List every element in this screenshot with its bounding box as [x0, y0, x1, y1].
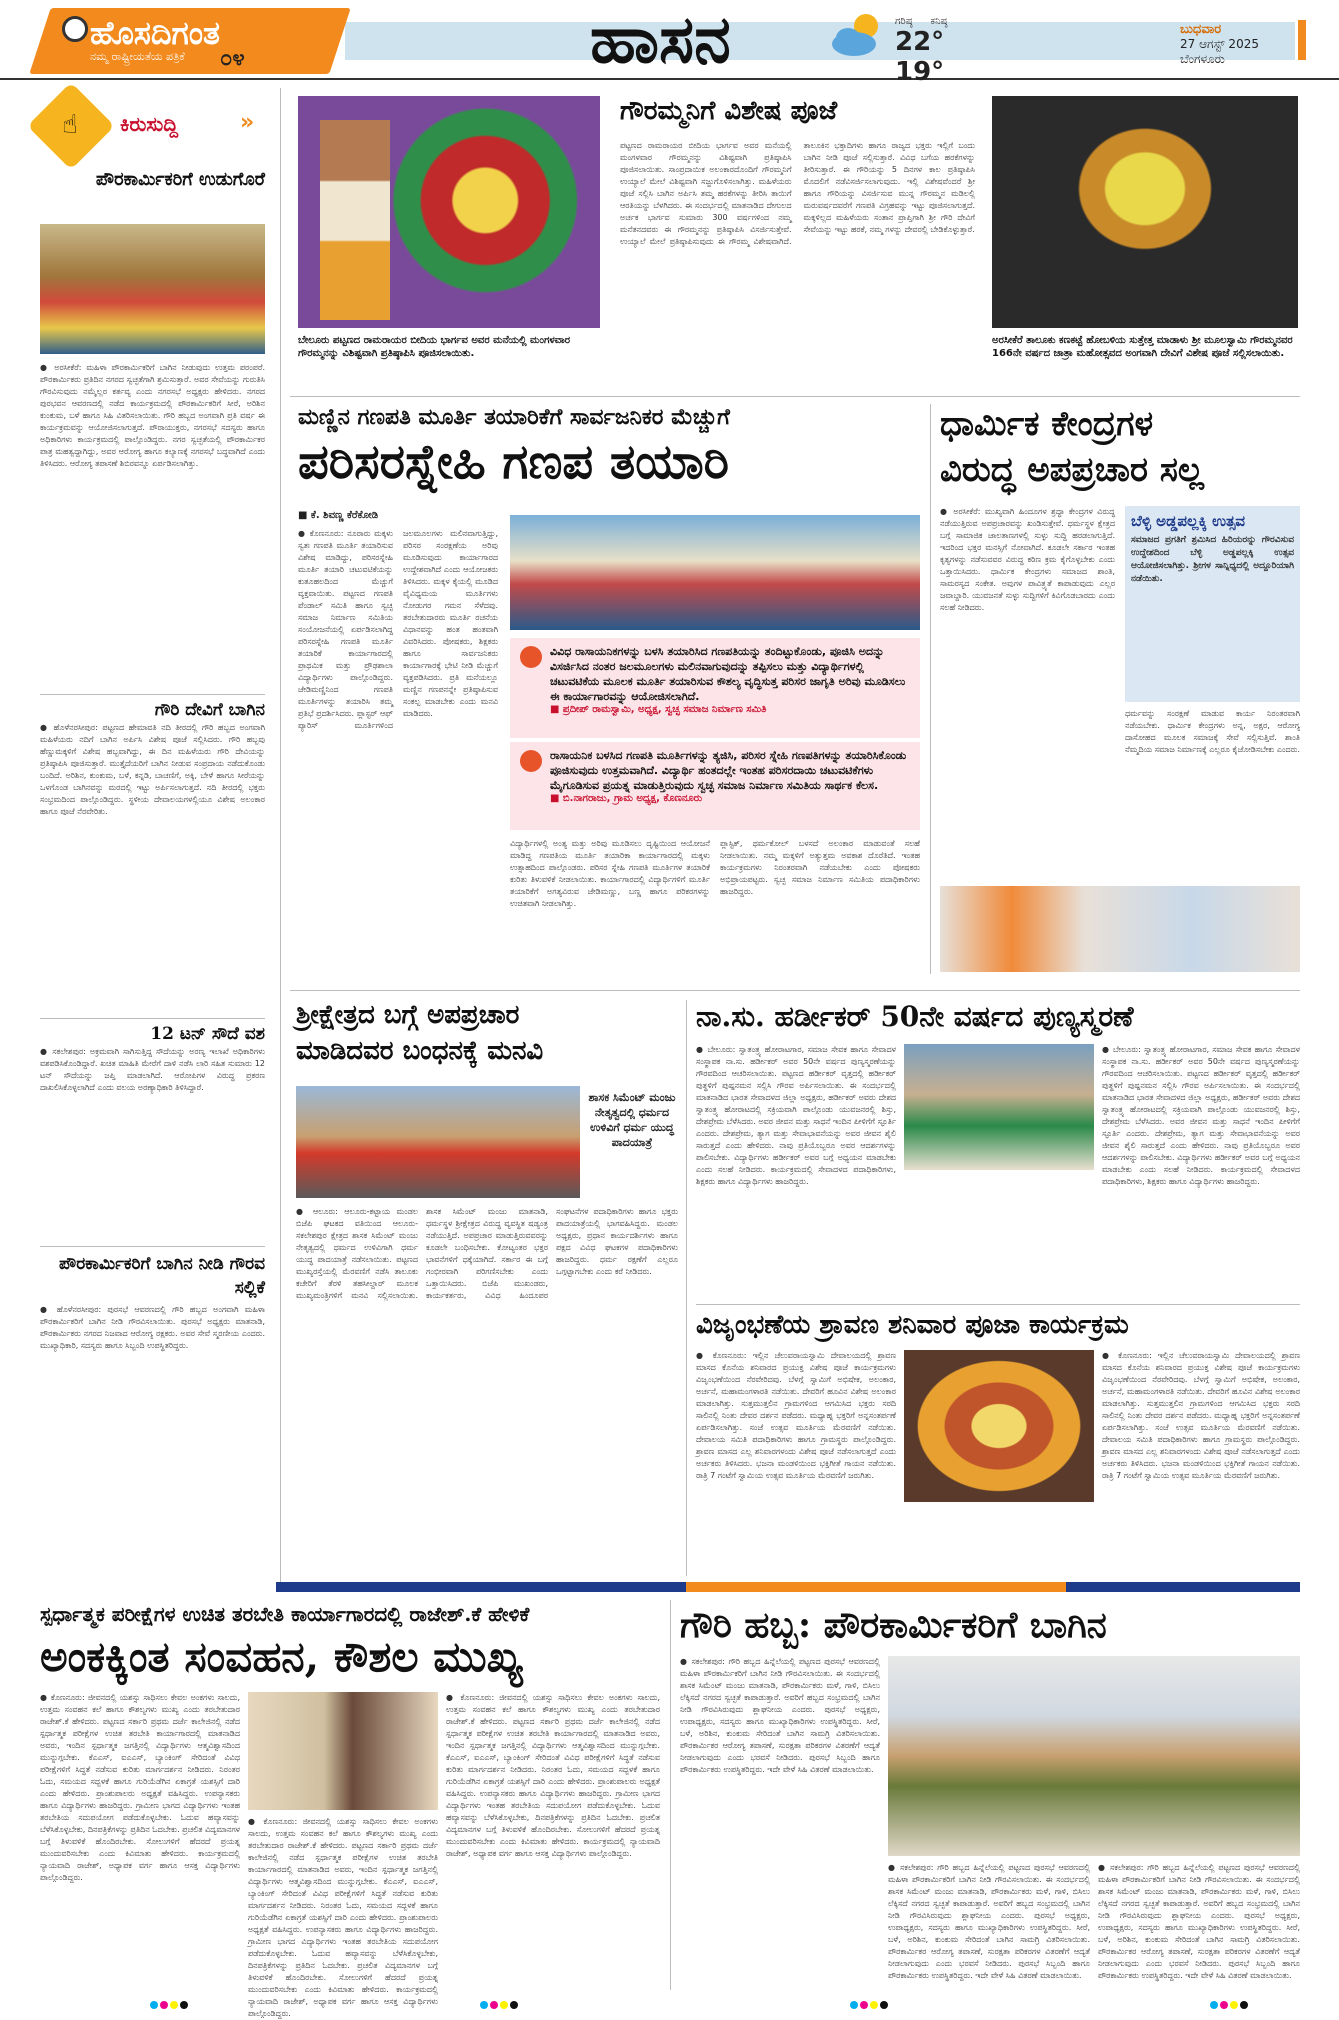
- dharmika-event-photo: [940, 886, 1300, 972]
- quote-icon: [520, 646, 542, 668]
- brand-tagline: ನಮ್ಮ ರಾಷ್ಟ್ರೀಯತೆಯ ಪತ್ರಿಕೆ: [90, 50, 185, 63]
- ganapa-kicker: ಮಣ್ಣಿನ ಗಣಪತಿ ಮೂರ್ತಿ ತಯಾರಿಕೆಗೆ ಸಾರ್ವಜನಿಕರ ಮೆಚ್ಚುಗೆ: [298, 404, 730, 430]
- divider: [40, 1246, 265, 1247]
- brief-3-headline: 12 ಟನ್ ಸೌದೆ ವಶ: [150, 1024, 265, 1044]
- weekday: ಬುಧವಾರ: [1180, 22, 1222, 37]
- adda-pallakki-text: ಸಮಾಜದ ಪ್ರಗತಿಗೆ ಶ್ರಮಿಸಿದ ಹಿರಿಯರನ್ನು ಗೌರವಿಸುವ ಉದ್ದೇಶದಿಂದ ಬೆಳ್ಳಿ ಅಡ್ಡಪಲ್ಲಕ್ಕಿ ಉತ್ಸವ ಆಯೋಜಿಸಲಾಗಿತ್ತು. ಶ್ರೀಗಳ ಸಾನ್ನಿಧ್ಯದಲ್ಲಿ ಅದ್ದೂರಿಯಾಗಿ ನಡೆಯಿತು.: [1131, 535, 1294, 584]
- rajesh-body-cont-1: ● ಕೊಣನೂರು: ಜೀವನದಲ್ಲಿ ಯಶಸ್ಸು ಸಾಧಿಸಲು ಕೇವಲ ಅಂಕಗಳು ಸಾಲದು, ಉತ್ತಮ ಸಂವಹನ ಕಲೆ ಹಾಗೂ ಕೌಶಲ್ಯಗಳು ಮುಖ್ಯ ಎಂದು ತರಬೇತುದಾರ ರಾಜೇಶ್.ಕೆ ಹೇಳಿದರು. ಪಟ್ಟಣದ ಸರ್ಕಾರಿ ಪ್ರಥಮ ದರ್ಜೆ ಕಾಲೇಜಿನಲ್ಲಿ ನಡೆದ ಸ್ಪರ್ಧಾತ್ಮಕ ಪರೀಕ್ಷೆಗಳ ಉಚಿತ ತರಬೇತಿ ಕಾರ್ಯಾಗಾರದಲ್ಲಿ ಮಾತನಾಡಿದ ಅವರು, ಇಂದಿನ ಸ್ಪರ್ಧಾತ್ಮಕ ಜಗತ್ತಿನಲ್ಲಿ ವಿದ್ಯಾರ್ಥಿಗಳು ಆತ್ಮವಿಶ್ವಾಸದಿಂದ ಮುನ್ನುಗ್ಗಬೇಕು. ಕೆಎಎಸ್, ಐಎಎಸ್, ಬ್ಯಾಂಕಿಂಗ್ ಸೇರಿದಂತೆ ವಿವಿಧ ಪರೀಕ್ಷೆಗಳಿಗೆ ಸಿದ್ಧತೆ ನಡೆಸುವ ಕುರಿತು ಮಾರ್ಗದರ್ಶನ ನೀಡಿದರು. ನಿರಂತರ ಓದು, ಸಮಯದ ಸದ್ಬಳಕೆ ಹಾಗೂ ಗುರಿಯೆಡೆಗಿನ ಏಕಾಗ್ರತೆ ಯಶಸ್ಸಿಗೆ ದಾರಿ ಎಂದು ಹೇಳಿದರು. ಪ್ರಾಂಶುಪಾಲರು ಅಧ್ಯಕ್ಷತೆ ವಹಿಸಿದ್ದರು. ಉಪನ್ಯಾಸಕರು ಹಾಗೂ ವಿದ್ಯಾರ್ಥಿಗಳು ಹಾಜರಿದ್ದರು. ಗ್ರಾಮೀಣ ಭಾಗದ ವಿದ್ಯಾರ್ಥಿಗಳು ಇಂತಹ ತರಬೇತಿಯ ಸದುಪಯೋಗ ಪಡೆದುಕೊಳ್ಳಬೇಕು. ಓದುವ ಹವ್ಯಾಸವನ್ನು ಬೆಳೆಸಿಕೊಳ್ಳಬೇಕು, ದಿನಪತ್ರಿಕೆಗಳನ್ನು ಪ್ರತಿದಿನ ಓದಬೇಕು. ಪ್ರಚಲಿತ ವಿದ್ಯಮಾನಗಳ ಬಗ್ಗೆ ತಿಳುವಳಿಕೆ ಹೊಂದಿರಬೇಕು. ಸೋಲುಗಳಿಗೆ ಹೆದರದೆ ಪ್ರಯತ್ನ ಮುಂದುವರಿಸಬೇಕು ಎಂದು ಕಿವಿಮಾತು ಹೇಳಿದರು. ಕಾರ್ಯಕ್ರಮದಲ್ಲಿ ನ್ಯಾಯವಾದಿ ರಾಜೇಶ್, ಅಧ್ಯಾಪಕ ವರ್ಗ ಹಾಗೂ ಆಸಕ್ತ ವಿದ್ಯಾರ್ಥಿಗಳು ಪಾಲ್ಗೊಂಡಿದ್ದರು.: [248, 1817, 438, 2018]
- arsikere-deity-photo: [992, 96, 1298, 328]
- ganapa-quote-2-name: ■ ಬಿ.ನಾಗರಾಜು, ಗ್ರಾಮ ಅಧ್ಯಕ್ಷ, ಕೊಣನೂರು: [550, 793, 703, 804]
- quote-icon: [520, 750, 542, 772]
- temperature-block: [895, 16, 1005, 87]
- brief-1-photo: [40, 224, 265, 354]
- dharmika-col-1: ● ಅರಸೀಕೆರೆ: ಮುಖ್ಯವಾಗಿ ಹಿಂದೂಗಳ ಶ್ರದ್ಧಾ ಕೇಂದ್ರಗಳ ವಿರುದ್ಧ ನಡೆಯುತ್ತಿರುವ ಅಪಪ್ರಚಾರವನ್ನು ಖಂಡಿಸುತ್ತೇವೆ. ಧರ್ಮಸ್ಥಳ ಕ್ಷೇತ್ರದ ಬಗ್ಗೆ ಸಾಮಾಜಿಕ ಜಾಲತಾಣಗಳಲ್ಲಿ ಸುಳ್ಳು ಸುದ್ದಿ ಹರಡಲಾಗುತ್ತಿದೆ. ಇದರಿಂದ ಭಕ್ತರ ಮನಸ್ಸಿಗೆ ನೋವಾಗಿದೆ. ಕೂಡಲೇ ಸರ್ಕಾರ ಇಂತಹ ಕೃತ್ಯಗಳನ್ನು ನಡೆಸುವವರ ವಿರುದ್ಧ ಕಠಿಣ ಕ್ರಮ ಕೈಗೊಳ್ಳಬೇಕು ಎಂದು ಒತ್ತಾಯಿಸಿದರು. ಧಾರ್ಮಿಕ ಕೇಂದ್ರಗಳು ಸಮಾಜದ ಶಾಂತಿ, ಸಾಮರಸ್ಯದ ಸಂಕೇತ. ಅವುಗಳ ಪಾವಿತ್ರ್ಯತೆ ಕಾಪಾಡುವುದು ಎಲ್ಲರ ಜವಾಬ್ದಾರಿ. ಯುವಜನತೆ ಸುಳ್ಳು ಸುದ್ದಿಗಳಿಗೆ ಕಿವಿಗೊಡಬಾರದು ಎಂದು ಸಲಹೆ ನೀಡಿದರು.: [940, 507, 1115, 612]
- max-temp: 22°: [895, 27, 945, 57]
- city-title: ಹಾಸನ: [590, 0, 731, 78]
- adda-pallakki-box: [1125, 506, 1300, 702]
- column-rule: [930, 404, 931, 974]
- weather-cloud-sun-icon: [826, 8, 888, 60]
- logo-emblem-icon: [62, 16, 88, 42]
- ganapa-col-3: ಪ್ಲಾಸ್ಟಿಕ್, ಥರ್ಮಕೋಲ್ ಬಳಸದೆ ಅಲಂಕಾರ ಮಾಡುವಂತೆ ಸಲಹೆ ನೀಡಲಾಯಿತು. ನಮ್ಮ ಮಕ್ಕಳಿಗೆ ಅತ್ಯುತ್ತಮ ಅವಕಾಶ ದೊರೆತಿದೆ. ಇಂತಹ ಕಾರ್ಯಕ್ರಮಗಳು ನಿರಂತರವಾಗಿ ನಡೆಯಬೇಕು ಎಂದು ಪೋಷಕರು ಅಭಿಪ್ರಾಯಪಟ್ಟರು. ಸ್ವಚ್ಛ ಸಮಾಜ ನಿರ್ಮಾಣ ಸಮಿತಿಯ ಪದಾಧಿಕಾರಿಗಳು ಹಾಜರಿದ್ದರು.: [720, 839, 920, 896]
- section-bar: [276, 1582, 686, 1592]
- page-number: ೦೪: [220, 46, 245, 71]
- brief-2-text: ● ಹೊಳೆನರಸೀಪುರ: ಪಟ್ಟಣದ ಹೇಮಾವತಿ ನದಿ ತೀರದಲ್ಲಿ ಗೌರಿ ಹಬ್ಬದ ಅಂಗವಾಗಿ ಮಹಿಳೆಯರು ನದಿಗೆ ಬಾಗಿನ ಅರ್ಪಿಸಿ ವಿಶೇಷ ಪೂಜೆ ಸಲ್ಲಿಸಿದರು. ಗೌರಿ ಹಬ್ಬವು ಹೆಣ್ಣುಮಕ್ಕಳಿಗೆ ವಿಶೇಷ ಹಬ್ಬವಾಗಿದ್ದು, ಈ ದಿನ ಮಹಿಳೆಯರು ಗೌರಿ ದೇವಿಯನ್ನು ಪ್ರತಿಷ್ಠಾಪಿಸಿ ಪೂಜಿಸುತ್ತಾರೆ. ಮುತ್ತೈದೆಯರಿಗೆ ಬಾಗಿನ ನೀಡುವ ಸಂಪ್ರದಾಯ ನಡೆದುಕೊಂಡು ಬಂದಿದೆ. ಅರಿಶಿನ, ಕುಂಕುಮ, ಬಳೆ, ಕನ್ನಡಿ, ಬಾಚಣಿಗೆ, ಅಕ್ಕಿ, ಬೇಳೆ ಹಾಗೂ ಸೀರೆಯನ್ನು ಒಳಗೊಂಡ ಬಾಗಿನವನ್ನು ಮರದಲ್ಲಿ ಇಟ್ಟು ಅರ್ಪಿಸಲಾಗುತ್ತದೆ. ನದಿ ತೀರದಲ್ಲಿ ಭಕ್ತರು ಸಂಭ್ರಮದಿಂದ ಪಾಲ್ಗೊಂಡಿದ್ದರು. ಸ್ಥಳೀಯ ದೇವಾಲಯಗಳಲ್ಲಿಯೂ ವಿಶೇಷ ಅಲಂಕಾರ ಹಾಗೂ ಪೂಜೆ ನೆರವೇರಿತು.: [40, 723, 265, 816]
- hardikar-statue-photo: [904, 1044, 1094, 1170]
- shrikshetra-headline-1: ಶ್ರೀಕ್ಷೇತ್ರದ ಬಗ್ಗೆ ಅಪಪ್ರಚಾರ: [296, 1000, 520, 1030]
- arsikere-photo-caption: ಅರಸೀಕೆರೆ ತಾಲೂಕು ಕಣಕಟ್ಟೆ ಹೋಬಳಿಯ ಸುತ್ತೇತ್ತ ಮಾಡಾಳು ಶ್ರೀ ಮೂಲಸ್ವಾಮಿ ಗೌರಮ್ಮನವರ 166ನೇ ವರ್ಷದ ಜಾತ್ರಾ ಮಹೋತ್ಸವದ ಅಂಗವಾಗಿ ದೇವಿಗೆ ವಿಶೇಷ ಪೂಜೆ ಸಲ್ಲಿಸಲಾಯಿತು.: [992, 335, 1293, 359]
- dharmika-headline-1: ಧಾರ್ಮಿಕ ಕೇಂದ್ರಗಳ: [940, 404, 1154, 444]
- gauri-body: ● ಸಕಲೇಶಪುರ: ಗೌರಿ ಹಬ್ಬದ ಹಿನ್ನೆಲೆಯಲ್ಲಿ ಪಟ್ಟಣದ ಪುರಸಭೆ ಆವರಣದಲ್ಲಿ ಮಹಿಳಾ ಪೌರಕಾರ್ಮಿಕರಿಗೆ ಬಾಗಿನ ನೀಡಿ ಗೌರವಿಸಲಾಯಿತು. ಈ ಸಂದರ್ಭದಲ್ಲಿ ಶಾಸಕ ಸಿಮೆಂಟ್ ಮಂಜು ಮಾತನಾಡಿ, ಪೌರಕಾರ್ಮಿಕರು ಮಳೆ, ಗಾಳಿ, ಬಿಸಿಲು ಲೆಕ್ಕಿಸದೆ ನಗರದ ಸ್ವಚ್ಛತೆ ಕಾಪಾಡುತ್ತಾರೆ. ಅವರಿಗೆ ಹಬ್ಬದ ಸಂಭ್ರಮದಲ್ಲಿ ಬಾಗಿನ ನೀಡಿ ಗೌರವಿಸಿರುವುದು ಶ್ಲಾಘನೀಯ ಎಂದರು. ಪುರಸಭೆ ಅಧ್ಯಕ್ಷರು, ಉಪಾಧ್ಯಕ್ಷರು, ಸದಸ್ಯರು ಹಾಗೂ ಮುಖ್ಯಾಧಿಕಾರಿಗಳು ಉಪಸ್ಥಿತರಿದ್ದರು. ಸೀರೆ, ಬಳೆ, ಅರಿಶಿನ, ಕುಂಕುಮ ಸೇರಿದಂತೆ ಬಾಗಿನ ಸಾಮಗ್ರಿ ವಿತರಿಸಲಾಯಿತು. ಪೌರಕಾರ್ಮಿಕರ ಆರೋಗ್ಯ ತಪಾಸಣೆ, ಸುರಕ್ಷತಾ ಪರಿಕರಗಳ ವಿತರಣೆಗೆ ಆದ್ಯತೆ ನೀಡಲಾಗುವುದು ಎಂದು ಭರವಸೆ ನೀಡಿದರು. ಪುರಸಭೆ ಸಿಬ್ಬಂದಿ ಹಾಗೂ ಪೌರಕಾರ್ಮಿಕರು ಉಪಸ್ಥಿತರಿದ್ದರು. ಇದೇ ವೇಳೆ ಸಿಹಿ ವಿತರಣೆ ಮಾಡಲಾಯಿತು.: [680, 1657, 880, 1774]
- brand-name: ಹೊಸದಿಗಂತ: [90, 14, 220, 52]
- brief-3-text: ● ಸಕಲೇಶಪುರ: ಅಕ್ರಮವಾಗಿ ಸಾಗಿಸುತ್ತಿದ್ದ ಸೌದೆಯನ್ನು ಅರಣ್ಯ ಇಲಾಖೆ ಅಧಿಕಾರಿಗಳು ವಶಪಡಿಸಿಕೊಂಡಿದ್ದಾರೆ. ಖಚಿತ ಮಾಹಿತಿ ಮೇರೆಗೆ ದಾಳಿ ನಡೆಸಿ ಲಾರಿ ಸಹಿತ ಸುಮಾರು 12 ಟನ್ ಸೌದೆಯನ್ನು ಜಪ್ತಿ ಮಾಡಲಾಗಿದೆ. ಆರೋಪಿಗಳ ವಿರುದ್ಧ ಪ್ರಕರಣ ದಾಖಲಿಸಿಕೊಳ್ಳಲಾಗಿದೆ ಎಂದು ವಲಯ ಅರಣ್ಯಾಧಿಕಾರಿ ತಿಳಿಸಿದ್ದಾರೆ.: [40, 1047, 265, 1092]
- adda-pallakki-title: ಬೆಳ್ಳಿ ಅಡ್ಡಪಲ್ಲಕ್ಕಿ ಉತ್ಸವ: [1131, 512, 1246, 530]
- masthead-accent: [1298, 20, 1306, 60]
- edition: ಬೆಂಗಳೂರು: [1180, 52, 1225, 66]
- priest-figure: [320, 120, 390, 320]
- rajesh-headline: ಅಂಕಕ್ಕಿಂತ ಸಂವಹನ, ಕೌಶಲ ಮುಖ್ಯ: [40, 1632, 523, 1681]
- masthead: [0, 0, 1339, 87]
- gauri-group-photo: [888, 1656, 1300, 1856]
- ganapa-quote-1-text: ವಿವಿಧ ರಾಸಾಯನಿಕಗಳನ್ನು ಬಳಸಿ ತಯಾರಿಸಿದ ಗಣಪತಿಯನ್ನು ತಂದಿಟ್ಟುಕೊಂಡು, ಪೂಜಿಸಿ ಅದನ್ನು ವಿಸರ್ಜಿಸಿದ ನಂತರ ಜಲಮೂಲಗಳು ಮಲಿನವಾಗುವುದನ್ನು ತಪ್ಪಿಸಲು ಮತ್ತು ವಿದ್ಯಾರ್ಥಿಗಳಲ್ಲಿ ಚಟುವಟಿಕೆಯ ಮೂಲಕ ಮೂರ್ತಿ ತಯಾರಿಸುವ ಕೌಶಲ್ಯ ವೃದ್ಧಿಸುತ್ತ ಪರಿಸರ ಜಾಗೃತಿ ಅರಿವು ಮೂಡಿಸಲು ಈ ಕಾರ್ಯಾಗಾರವನ್ನು ಆಯೋಜಿಸಲಾಗಿದೆ.: [550, 645, 906, 703]
- rajesh-speaker-photo: [248, 1692, 438, 1810]
- registration-marks: [850, 1994, 890, 2013]
- section-bar: [686, 1582, 1066, 1592]
- column-rule: [670, 1600, 671, 1990]
- shrikshetra-body: ● ಆಲೂರು: ಆಲೂರು-ಕಟ್ಟಾಯ ಮಂಡಲ ಬಿಜೆಪಿ ಘಟಕದ ವತಿಯಿಂದ ಆಲೂರು-ಸಕಲೇಶಪುರ ಕ್ಷೇತ್ರದ ಶಾಸಕ ಸಿಮೆಂಟ್ ಮಂಜು ನೇತೃತ್ವದಲ್ಲಿ ಧರ್ಮದ ಉಳಿವಿಗಾಗಿ ಧರ್ಮ ಯುದ್ಧ ಪಾದಯಾತ್ರೆ ನಡೆಸಲಾಯಿತು. ಪಟ್ಟಣದ ಮುಖ್ಯರಸ್ತೆಯಲ್ಲಿ ಮೆರವಣಿಗೆ ನಡೆಸಿ ತಾಲೂಕು ಕಚೇರಿಗೆ ತೆರಳಿ ತಹಸೀಲ್ದಾರ್ ಮೂಲಕ ಮುಖ್ಯಮಂತ್ರಿಗಳಿಗೆ ಮನವಿ ಸಲ್ಲಿಸಲಾಯಿತು. ಶಾಸಕ ಸಿಮೆಂಟ್ ಮಂಜು ಮಾತನಾಡಿ, ಧರ್ಮಸ್ಥಳ ಶ್ರೀಕ್ಷೇತ್ರದ ವಿರುದ್ಧ ವ್ಯವಸ್ಥಿತ ಷಡ್ಯಂತ್ರ ನಡೆಯುತ್ತಿದೆ. ಅಪಪ್ರಚಾರ ಮಾಡುತ್ತಿರುವವರನ್ನು ಕೂಡಲೇ ಬಂಧಿಸಬೇಕು. ಕೋಟ್ಯಂತರ ಭಕ್ತರ ಭಾವನೆಗಳಿಗೆ ಧಕ್ಕೆಯಾಗಿದೆ. ಸರ್ಕಾರ ಈ ಬಗ್ಗೆ ಗಂಭೀರವಾಗಿ ಪರಿಗಣಿಸಬೇಕು ಎಂದು ಒತ್ತಾಯಿಸಿದರು. ಬಿಜೆಪಿ ಮುಖಂಡರು, ಕಾರ್ಯಕರ್ತರು, ವಿವಿಧ ಹಿಂದೂಪರ ಸಂಘಟನೆಗಳ ಪದಾಧಿಕಾರಿಗಳು ಹಾಗೂ ಭಕ್ತರು ಪಾದಯಾತ್ರೆಯಲ್ಲಿ ಭಾಗವಹಿಸಿದ್ದರು. ಮಂಡಲ ಅಧ್ಯಕ್ಷರು, ಪ್ರಧಾನ ಕಾರ್ಯದರ್ಶಿಗಳು ಹಾಗೂ ಪಕ್ಷದ ವಿವಿಧ ಘಟಕಗಳ ಪದಾಧಿಕಾರಿಗಳು ಹಾಜರಿದ್ದರು. ಧರ್ಮ ರಕ್ಷಣೆಗೆ ಎಲ್ಲರೂ ಒಗ್ಗಟ್ಟಾಗಬೇಕು ಎಂದು ಕರೆ ನೀಡಿದರು.: [296, 1207, 678, 1300]
- gauri-body-cont-2: ● ಸಕಲೇಶಪುರ: ಗೌರಿ ಹಬ್ಬದ ಹಿನ್ನೆಲೆಯಲ್ಲಿ ಪಟ್ಟಣದ ಪುರಸಭೆ ಆವರಣದಲ್ಲಿ ಮಹಿಳಾ ಪೌರಕಾರ್ಮಿಕರಿಗೆ ಬಾಗಿನ ನೀಡಿ ಗೌರವಿಸಲಾಯಿತು. ಈ ಸಂದರ್ಭದಲ್ಲಿ ಶಾಸಕ ಸಿಮೆಂಟ್ ಮಂಜು ಮಾತನಾಡಿ, ಪೌರಕಾರ್ಮಿಕರು ಮಳೆ, ಗಾಳಿ, ಬಿಸಿಲು ಲೆಕ್ಕಿಸದೆ ನಗರದ ಸ್ವಚ್ಛತೆ ಕಾಪಾಡುತ್ತಾರೆ. ಅವರಿಗೆ ಹಬ್ಬದ ಸಂಭ್ರಮದಲ್ಲಿ ಬಾಗಿನ ನೀಡಿ ಗೌರವಿಸಿರುವುದು ಶ್ಲಾಘನೀಯ ಎಂದರು. ಪುರಸಭೆ ಅಧ್ಯಕ್ಷರು, ಉಪಾಧ್ಯಕ್ಷರು, ಸದಸ್ಯರು ಹಾಗೂ ಮುಖ್ಯಾಧಿಕಾರಿಗಳು ಉಪಸ್ಥಿತರಿದ್ದರು. ಸೀರೆ, ಬಳೆ, ಅರಿಶಿನ, ಕುಂಕುಮ ಸೇರಿದಂತೆ ಬಾಗಿನ ಸಾಮಗ್ರಿ ವಿತರಿಸಲಾಯಿತು. ಪೌರಕಾರ್ಮಿಕರ ಆರೋಗ್ಯ ತಪಾಸಣೆ, ಸುರಕ್ಷತಾ ಪರಿಕರಗಳ ವಿತರಣೆಗೆ ಆದ್ಯತೆ ನೀಡಲಾಗುವುದು ಎಂದು ಭರವಸೆ ನೀಡಿದರು. ಪುರಸಭೆ ಸಿಬ್ಬಂದಿ ಹಾಗೂ ಪೌರಕಾರ್ಮಿಕರು ಉಪಸ್ಥಿತರಿದ್ದರು. ಇದೇ ವೇಳೆ ಸಿಹಿ ವಿತರಣೆ ಮಾಡಲಾಯಿತು.: [1098, 1863, 1300, 1980]
- hardikar-headline: ನಾ.ಸು. ಹರ್ಡೀಕರ್ 50ನೇ ವರ್ಷದ ಪುಣ್ಯಸ್ಮರಣೆ: [696, 1000, 1134, 1033]
- ganapa-headline: ಪರಿಸರಸ್ನೇಹಿ ಗಣಪ ತಯಾರಿ: [298, 434, 730, 490]
- masthead-band: [345, 22, 1295, 60]
- dharmika-col-2: ಧರ್ಮವನ್ನು ಸಂರಕ್ಷಣೆ ಮಾಡುವ ಕಾರ್ಯ ನಿರಂತರವಾಗಿ ನಡೆಯಬೇಕು. ಧಾರ್ಮಿಕ ಕೇಂದ್ರಗಳು ಅನ್ನ, ಅಕ್ಷರ, ಆರೋಗ್ಯ ದಾಸೋಹದ ಮೂಲಕ ಸಮಾಜಕ್ಕೆ ಸೇವೆ ಸಲ್ಲಿಸುತ್ತಿವೆ. ಶಾಂತಿ ನೆಮ್ಮದಿಯ ಸಮಾಜ ನಿರ್ಮಾಣಕ್ಕೆ ಎಲ್ಲರೂ ಕೈಜೋಡಿಸಬೇಕು ಎಂದರು.: [1125, 709, 1301, 754]
- column-rule: [280, 88, 281, 1583]
- brief-4-headline: ಪೌರಕಾರ್ಮಿಕರಿಗೆ ಬಾಗಿನ ನೀಡಿ ಗೌರವ ಸಲ್ಲಿಕೆ: [58, 1254, 265, 1298]
- divider: [696, 1304, 1300, 1305]
- shrikshetra-headline-2: ಮಾಡಿದವರ ಬಂಧನಕ್ಕೆ ಮನವಿ: [296, 1036, 544, 1066]
- divider: [40, 694, 265, 695]
- ganapa-quote-2-text: ರಾಸಾಯನಿಕ ಬಳಸಿದ ಗಣಪತಿ ಮೂರ್ತಿಗಳನ್ನು ತ್ಯಜಿಸಿ, ಪರಿಸರ ಸ್ನೇಹಿ ಗಣಪತಿಗಳನ್ನು ತಯಾರಿಸಿಕೊಂಡು ಪೂಜಿಸುವುದು ಉತ್ತಮವಾಗಿದೆ. ವಿದ್ಯಾರ್ಥಿ ಹಂತದಲ್ಲೇ ಇಂತಹ ಪರಿಸರದಾಯಿ ಚಟುವಟಿಕೆಗಳು ಮೈಗೂಡಿಸುವ ಪ್ರಯತ್ನ ಮಾಡುತ್ತಿರುವುದು ಸ್ವಚ್ಛ ಸಮಾಜ ನಿರ್ಮಾಣ ಸಮಿತಿಯ ಸಾರ್ಥಕ ಕೆಲಸ.: [550, 749, 907, 792]
- divider: [290, 990, 1300, 991]
- shravana-deity-photo: [904, 1350, 1094, 1502]
- max-label: ಗರಿಷ್ಠ: [895, 16, 913, 27]
- issue-date: 27 ಆಗಸ್ಟ್ 2025: [1180, 37, 1259, 51]
- hand-icon: ☝: [62, 110, 78, 140]
- brief-4-text: ● ಹೊಳೆನರಸೀಪುರ: ಪುರಸಭೆ ಆವರಣದಲ್ಲಿ ಗೌರಿ ಹಬ್ಬದ ಅಂಗವಾಗಿ ಮಹಿಳಾ ಪೌರಕಾರ್ಮಿಕರಿಗೆ ಬಾಗಿನ ನೀಡಿ ಗೌರವಿಸಲಾಯಿತು. ಪುರಸಭೆ ಅಧ್ಯಕ್ಷರು ಮಾತನಾಡಿ, ಪೌರಕಾರ್ಮಿಕರು ನಗರದ ನಿಜವಾದ ಆರೋಗ್ಯ ರಕ್ಷಕರು. ಅವರ ಸೇವೆ ಸ್ಮರಣೀಯ ಎಂದರು. ಮುಖ್ಯಾಧಿಕಾರಿ, ಸದಸ್ಯರು ಹಾಗೂ ಸಿಬ್ಬಂದಿ ಉಪಸ್ಥಿತರಿದ್ದರು.: [40, 1305, 265, 1350]
- ganapa-byline: ■ ಕೆ. ಶಿವಣ್ಣ ಕೆರೆಕೋಡಿ: [298, 510, 379, 521]
- shravana-body-cont: ● ಕೊಣನೂರು: ಇಲ್ಲಿನ ಚೆಲುವರಾಯಸ್ವಾಮಿ ದೇವಾಲಯದಲ್ಲಿ ಶ್ರಾವಣ ಮಾಸದ ಕೊನೆಯ ಶನಿವಾರದ ಪ್ರಯುಕ್ತ ವಿಶೇಷ ಪೂಜೆ ಕಾರ್ಯಕ್ರಮಗಳು ವಿಜೃಂಭಣೆಯಿಂದ ನೆರವೇರಿದವು. ಬೆಳಗ್ಗೆ ಸ್ವಾಮಿಗೆ ಅಭಿಷೇಕ, ಅಲಂಕಾರ, ಅರ್ಚನೆ, ಮಹಾಮಂಗಳಾರತಿ ನಡೆಯಿತು. ದೇವರಿಗೆ ಹೂವಿನ ವಿಶೇಷ ಅಲಂಕಾರ ಮಾಡಲಾಗಿತ್ತು. ಸುತ್ತಮುತ್ತಲಿನ ಗ್ರಾಮಗಳಿಂದ ಆಗಮಿಸಿದ ಭಕ್ತರು ಸರದಿ ಸಾಲಿನಲ್ಲಿ ನಿಂತು ದೇವರ ದರ್ಶನ ಪಡೆದರು. ಮಧ್ಯಾಹ್ನ ಭಕ್ತರಿಗೆ ಅನ್ನಸಂತರ್ಪಣೆ ಏರ್ಪಡಿಸಲಾಗಿತ್ತು. ಸಂಜೆ ಉತ್ಸವ ಮೂರ್ತಿಯ ಮೆರವಣಿಗೆ ನಡೆಯಿತು. ದೇವಾಲಯ ಸಮಿತಿ ಪದಾಧಿಕಾರಿಗಳು ಹಾಗೂ ಗ್ರಾಮಸ್ಥರು ಪಾಲ್ಗೊಂಡಿದ್ದರು. ಶ್ರಾವಣ ಮಾಸದ ಎಲ್ಲ ಶನಿವಾರಗಳಂದು ವಿಶೇಷ ಪೂಜೆ ನಡೆಸಲಾಗುತ್ತದೆ ಎಂದು ಅರ್ಚಕರು ತಿಳಿಸಿದರು. ಭಜನಾ ಮಂಡಳಿಯಿಂದ ಭಕ್ತಿಗೀತೆ ಗಾಯನ ನಡೆಯಿತು. ರಾತ್ರಿ 7 ಗಂಟೆಗೆ ಸ್ವಾಮಿಯ ಉತ್ಸವ ಮೂರ್ತಿಯ ಮೆರವಣಿಗೆ ಜರುಗಿತು.: [1102, 1351, 1300, 1480]
- min-temp: 19°: [895, 57, 945, 87]
- gauri-headline: ಗೌರಿ ಹಬ್ಬ: ಪೌರಕಾರ್ಮಿಕರಿಗೆ ಬಾಗಿನ: [680, 1604, 1107, 1646]
- rajesh-body-cont-2: ● ಕೊಣನೂರು: ಜೀವನದಲ್ಲಿ ಯಶಸ್ಸು ಸಾಧಿಸಲು ಕೇವಲ ಅಂಕಗಳು ಸಾಲದು, ಉತ್ತಮ ಸಂವಹನ ಕಲೆ ಹಾಗೂ ಕೌಶಲ್ಯಗಳು ಮುಖ್ಯ ಎಂದು ತರಬೇತುದಾರ ರಾಜೇಶ್.ಕೆ ಹೇಳಿದರು. ಪಟ್ಟಣದ ಸರ್ಕಾರಿ ಪ್ರಥಮ ದರ್ಜೆ ಕಾಲೇಜಿನಲ್ಲಿ ನಡೆದ ಸ್ಪರ್ಧಾತ್ಮಕ ಪರೀಕ್ಷೆಗಳ ಉಚಿತ ತರಬೇತಿ ಕಾರ್ಯಾಗಾರದಲ್ಲಿ ಮಾತನಾಡಿದ ಅವರು, ಇಂದಿನ ಸ್ಪರ್ಧಾತ್ಮಕ ಜಗತ್ತಿನಲ್ಲಿ ವಿದ್ಯಾರ್ಥಿಗಳು ಆತ್ಮವಿಶ್ವಾಸದಿಂದ ಮುನ್ನುಗ್ಗಬೇಕು. ಕೆಎಎಸ್, ಐಎಎಸ್, ಬ್ಯಾಂಕಿಂಗ್ ಸೇರಿದಂತೆ ವಿವಿಧ ಪರೀಕ್ಷೆಗಳಿಗೆ ಸಿದ್ಧತೆ ನಡೆಸುವ ಕುರಿತು ಮಾರ್ಗದರ್ಶನ ನೀಡಿದರು. ನಿರಂತರ ಓದು, ಸಮಯದ ಸದ್ಬಳಕೆ ಹಾಗೂ ಗುರಿಯೆಡೆಗಿನ ಏಕಾಗ್ರತೆ ಯಶಸ್ಸಿಗೆ ದಾರಿ ಎಂದು ಹೇಳಿದರು. ಪ್ರಾಂಶುಪಾಲರು ಅಧ್ಯಕ್ಷತೆ ವಹಿಸಿದ್ದರು. ಉಪನ್ಯಾಸಕರು ಹಾಗೂ ವಿದ್ಯಾರ್ಥಿಗಳು ಹಾಜರಿದ್ದರು. ಗ್ರಾಮೀಣ ಭಾಗದ ವಿದ್ಯಾರ್ಥಿಗಳು ಇಂತಹ ತರಬೇತಿಯ ಸದುಪಯೋಗ ಪಡೆದುಕೊಳ್ಳಬೇಕು. ಓದುವ ಹವ್ಯಾಸವನ್ನು ಬೆಳೆಸಿಕೊಳ್ಳಬೇಕು, ದಿನಪತ್ರಿಕೆಗಳನ್ನು ಪ್ರತಿದಿನ ಓದಬೇಕು. ಪ್ರಚಲಿತ ವಿದ್ಯಮಾನಗಳ ಬಗ್ಗೆ ತಿಳುವಳಿಕೆ ಹೊಂದಿರಬೇಕು. ಸೋಲುಗಳಿಗೆ ಹೆದರದೆ ಪ್ರಯತ್ನ ಮುಂದುವರಿಸಬೇಕು ಎಂದು ಕಿವಿಮಾತು ಹೇಳಿದರು. ಕಾರ್ಯಕ್ರಮದಲ್ಲಿ ನ್ಯಾಯವಾದಿ ರಾಜೇಶ್, ಅಧ್ಯಾಪಕ ವರ್ಗ ಹಾಗೂ ಆಸಕ್ತ ವಿದ್ಯಾರ್ಥಿಗಳು ಪಾಲ್ಗೊಂಡಿದ್ದರು.: [446, 1693, 660, 1858]
- ganapa-quote-1: [510, 638, 920, 738]
- min-label: ಕನಿಷ್ಠ: [930, 16, 948, 27]
- belur-headline: ಗೌರಮ್ಮನಿಗೆ ವಿಶೇಷ ಪೂಜೆ: [620, 96, 838, 126]
- brief-1-text: ● ಅರಸೀಕೆರೆ: ಮಹಿಳಾ ಪೌರಕಾರ್ಮಿಕರಿಗೆ ಬಾಗಿನ ನೀಡುವುದು ಉತ್ತಮ ಪರಂಪರೆ. ಪೌರಕಾರ್ಮಿಕರು ಪ್ರತಿದಿನ ನಗರದ ಸ್ವಚ್ಛತೆಗಾಗಿ ಶ್ರಮಿಸುತ್ತಾರೆ. ಅವರ ಸೇವೆಯನ್ನು ಗುರುತಿಸಿ ಗೌರವಿಸುವುದು ನಮ್ಮೆಲ್ಲರ ಕರ್ತವ್ಯ ಎಂದು ನಗರಸಭೆ ಅಧ್ಯಕ್ಷರು ಹೇಳಿದರು. ನಗರದ ಪುರಭವನ ಆವರಣದಲ್ಲಿ ನಡೆದ ಕಾರ್ಯಕ್ರಮದಲ್ಲಿ ಪೌರಕಾರ್ಮಿಕರಿಗೆ ಸೀರೆ, ಅರಿಶಿನ ಕುಂಕುಮ, ಬಳೆ ಹಾಗೂ ಸಿಹಿ ವಿತರಿಸಲಾಯಿತು. ಗೌರಿ ಹಬ್ಬದ ಅಂಗವಾಗಿ ಪ್ರತಿ ವರ್ಷ ಈ ಕಾರ್ಯಕ್ರಮವನ್ನು ಆಯೋಜಿಸಲಾಗುತ್ತದೆ. ಪೌರಾಯುಕ್ತರು, ನಗರಸಭೆ ಸದಸ್ಯರು ಹಾಗೂ ಅಧಿಕಾರಿಗಳು ಕಾರ್ಯಕ್ರಮದಲ್ಲಿ ಪಾಲ್ಗೊಂಡಿದ್ದರು. ನಗರ ಸ್ವಚ್ಛತೆಯಲ್ಲಿ ಪೌರಕಾರ್ಮಿಕರ ಪಾತ್ರ ಮಹತ್ವದ್ದಾಗಿದ್ದು, ಅವರ ಆರೋಗ್ಯ ಹಾಗೂ ಕಲ್ಯಾಣಕ್ಕೆ ನಗರಸಭೆ ಬದ್ಧವಾಗಿದೆ ಎಂದು ತಿಳಿಸಿದರು. ಆರೋಗ್ಯ ತಪಾಸಣೆ ಶಿಬಿರವನ್ನೂ ಏರ್ಪಡಿಸಲಾಗಿತ್ತು.: [40, 363, 265, 468]
- divider: [40, 1018, 265, 1019]
- brief-2-headline: ಗೌರಿ ದೇವಿಗೆ ಬಾಗಿನ: [154, 700, 265, 720]
- ganapa-quote-2: [510, 742, 920, 830]
- hardikar-body-cont: ● ಬೇಲೂರು: ಸ್ವಾತಂತ್ರ್ಯ ಹೋರಾಟಗಾರ, ಸಮಾಜ ಸೇವಕ ಹಾಗೂ ಸೇವಾದಳ ಸಂಸ್ಥಾಪಕ ನಾ.ಸು. ಹರ್ಡೀಕರ್ ಅವರ 50ನೇ ವರ್ಷದ ಪುಣ್ಯಸ್ಮರಣೆಯನ್ನು ಗೌರವದಿಂದ ಆಚರಿಸಲಾಯಿತು. ಪಟ್ಟಣದ ಹರ್ಡೀಕರ್ ವೃತ್ತದಲ್ಲಿ ಹರ್ಡೀಕರ್ ಪುತ್ಥಳಿಗೆ ಪುಷ್ಪನಮನ ಸಲ್ಲಿಸಿ ಗೌರವ ಅರ್ಪಿಸಲಾಯಿತು. ಈ ಸಂದರ್ಭದಲ್ಲಿ ಮಾತನಾಡಿದ ಭಾರತ ಸೇವಾದಳದ ಜಿಲ್ಲಾ ಅಧ್ಯಕ್ಷರು, ಹರ್ಡೀಕರ್ ಅವರು ದೇಶದ ಸ್ವಾತಂತ್ರ್ಯ ಹೋರಾಟದಲ್ಲಿ ಸಕ್ರಿಯವಾಗಿ ಪಾಲ್ಗೊಂಡು ಯುವಜನರಲ್ಲಿ ಶಿಸ್ತು, ದೇಶಪ್ರೇಮ ಬೆಳೆಸಿದರು. ಅವರ ಜೀವನ ಮತ್ತು ಸಾಧನೆ ಇಂದಿನ ಪೀಳಿಗೆಗೆ ಸ್ಫೂರ್ತಿ ಎಂದರು. ದೇಶಪ್ರೇಮ, ತ್ಯಾಗ ಮತ್ತು ಸೇವಾಭಾವನೆಯನ್ನು ಅವರ ಜೀವನ ಶೈಲಿ ಸಾರುತ್ತದೆ ಎಂದು ಹೇಳಿದರು. ನಾವು ಪ್ರತಿಯೊಬ್ಬರೂ ಅವರ ಆದರ್ಶಗಳನ್ನು ಪಾಲಿಸಬೇಕು. ವಿದ್ಯಾರ್ಥಿಗಳು ಹರ್ಡೀಕರ್ ಅವರ ಬಗ್ಗೆ ಅಧ್ಯಯನ ಮಾಡಬೇಕು ಎಂದು ಸಲಹೆ ನೀಡಿದರು. ಕಾರ್ಯಕ್ರಮದಲ್ಲಿ ಸೇವಾದಳದ ಪದಾಧಿಕಾರಿಗಳು, ಶಿಕ್ಷಕರು ಹಾಗೂ ವಿದ್ಯಾರ್ಥಿಗಳು ಹಾಜರಿದ್ದರು.: [1102, 1045, 1300, 1186]
- brief-1-headline: ಪೌರಕಾರ್ಮಿಕರಿಗೆ ಉಡುಗೊರೆ: [95, 169, 265, 190]
- padayatra-sidebox: ಶಾಸಕ ಸಿಮೆಂಟ್ ಮಂಜು ನೇತೃತ್ವದಲ್ಲಿ ಧರ್ಮದ ಉಳಿವಿಗೆ ಧರ್ಮ ಯುದ್ಧ ಪಾದಯಾತ್ರೆ: [588, 1091, 676, 1149]
- belur-photo-caption: ಬೇಲೂರು ಪಟ್ಟಣದ ರಾಮರಾಯರ ಬೀದಿಯ ಭಾರ್ಗವ ಅವರ ಮನೆಯಲ್ಲಿ ಮಂಗಳವಾರ ಗೌರಮ್ಮನನ್ನು ವಿಶಿಷ್ಟವಾಗಿ ಪ್ರತಿಷ್ಠಾಪಿಸಿ ಪೂಜಿಸಲಾಯಿತು.: [298, 335, 571, 359]
- padayatra-photo: [296, 1086, 580, 1198]
- section-bar: [1066, 1582, 1300, 1592]
- hardikar-body: ● ಬೇಲೂರು: ಸ್ವಾತಂತ್ರ್ಯ ಹೋರಾಟಗಾರ, ಸಮಾಜ ಸೇವಕ ಹಾಗೂ ಸೇವಾದಳ ಸಂಸ್ಥಾಪಕ ನಾ.ಸು. ಹರ್ಡೀಕರ್ ಅವರ 50ನೇ ವರ್ಷದ ಪುಣ್ಯಸ್ಮರಣೆಯನ್ನು ಗೌರವದಿಂದ ಆಚರಿಸಲಾಯಿತು. ಪಟ್ಟಣದ ಹರ್ಡೀಕರ್ ವೃತ್ತದಲ್ಲಿ ಹರ್ಡೀಕರ್ ಪುತ್ಥಳಿಗೆ ಪುಷ್ಪನಮನ ಸಲ್ಲಿಸಿ ಗೌರವ ಅರ್ಪಿಸಲಾಯಿತು. ಈ ಸಂದರ್ಭದಲ್ಲಿ ಮಾತನಾಡಿದ ಭಾರತ ಸೇವಾದಳದ ಜಿಲ್ಲಾ ಅಧ್ಯಕ್ಷರು, ಹರ್ಡೀಕರ್ ಅವರು ದೇಶದ ಸ್ವಾತಂತ್ರ್ಯ ಹೋರಾಟದಲ್ಲಿ ಸಕ್ರಿಯವಾಗಿ ಪಾಲ್ಗೊಂಡು ಯುವಜನರಲ್ಲಿ ಶಿಸ್ತು, ದೇಶಪ್ರೇಮ ಬೆಳೆಸಿದರು. ಅವರ ಜೀವನ ಮತ್ತು ಸಾಧನೆ ಇಂದಿನ ಪೀಳಿಗೆಗೆ ಸ್ಫೂರ್ತಿ ಎಂದರು. ದೇಶಪ್ರೇಮ, ತ್ಯಾಗ ಮತ್ತು ಸೇವಾಭಾವನೆಯನ್ನು ಅವರ ಜೀವನ ಶೈಲಿ ಸಾರುತ್ತದೆ ಎಂದು ಹೇಳಿದರು. ನಾವು ಪ್ರತಿಯೊಬ್ಬರೂ ಅವರ ಆದರ್ಶಗಳನ್ನು ಪಾಲಿಸಬೇಕು. ವಿದ್ಯಾರ್ಥಿಗಳು ಹರ್ಡೀಕರ್ ಅವರ ಬಗ್ಗೆ ಅಧ್ಯಯನ ಮಾಡಬೇಕು ಎಂದು ಸಲಹೆ ನೀಡಿದರು. ಕಾರ್ಯಕ್ರಮದಲ್ಲಿ ಸೇವಾದಳದ ಪದಾಧಿಕಾರಿಗಳು, ಶಿಕ್ಷಕರು ಹಾಗೂ ವಿದ್ಯಾರ್ಥಿಗಳು ಹಾಜರಿದ್ದರು.: [696, 1045, 896, 1186]
- shravana-headline: ವಿಜೃಂಭಣೆಯ ಶ್ರಾವಣ ಶನಿವಾರ ಪೂಜಾ ಕಾರ್ಯಕ್ರಮ: [696, 1310, 1129, 1340]
- chevron-right-icon: »: [240, 110, 255, 135]
- ganapa-quote-1-name: ■ ಪ್ರದೀಪ್ ರಾಮಸ್ವಾಮಿ, ಅಧ್ಯಕ್ಷ, ಸ್ವಚ್ಛ ಸಮಾಜ ನಿರ್ಮಾಣ ಸಮಿತಿ: [550, 704, 767, 715]
- ganapa-workshop-photo: [510, 515, 920, 630]
- dharmika-headline-2: ವಿರುದ್ಧ ಅಪಪ್ರಚಾರ ಸಲ್ಲ: [940, 450, 1204, 490]
- ganapa-col-2: ವಿದ್ಯಾರ್ಥಿಗಳಲ್ಲಿ ಅಂತ್ಯ ಮತ್ತು ಅರಿವು ಮೂಡಿಸಲು ದೃಷ್ಟಿಯಿಂದ ಆಯೋಜನೆ ಮಾಡಿದ್ದ ಗಣಪತಿಯ ಮೂರ್ತಿ ತಯಾರಿಕಾ ಕಾರ್ಯಾಗಾರದಲ್ಲಿ ಮಕ್ಕಳು ಉತ್ಸಾಹದಿಂದ ಪಾಲ್ಗೊಂಡರು. ಪರಿಸರ ಸ್ನೇಹಿ ಗಣಪತಿ ಮೂರ್ತಿಗಳ ತಯಾರಿಕೆ ಕುರಿತು ತಿಳುವಳಿಕೆ ನೀಡಲಾಯಿತು. ಕಾರ್ಯಾಗಾರದಲ್ಲಿ ವಿದ್ಯಾರ್ಥಿಗಳಿಗೆ ಮೂರ್ತಿ ತಯಾರಿಕೆಗೆ ಅಗತ್ಯವಿರುವ ಜೇಡಿಮಣ್ಣು, ಬಣ್ಣ ಹಾಗೂ ಪರಿಕರಗಳನ್ನು ಉಚಿತವಾಗಿ ನೀಡಲಾಗಿತ್ತು.: [510, 839, 710, 908]
- registration-marks: [150, 1994, 190, 2013]
- shravana-body: ● ಕೊಣನೂರು: ಇಲ್ಲಿನ ಚೆಲುವರಾಯಸ್ವಾಮಿ ದೇವಾಲಯದಲ್ಲಿ ಶ್ರಾವಣ ಮಾಸದ ಕೊನೆಯ ಶನಿವಾರದ ಪ್ರಯುಕ್ತ ವಿಶೇಷ ಪೂಜೆ ಕಾರ್ಯಕ್ರಮಗಳು ವಿಜೃಂಭಣೆಯಿಂದ ನೆರವೇರಿದವು. ಬೆಳಗ್ಗೆ ಸ್ವಾಮಿಗೆ ಅಭಿಷೇಕ, ಅಲಂಕಾರ, ಅರ್ಚನೆ, ಮಹಾಮಂಗಳಾರತಿ ನಡೆಯಿತು. ದೇವರಿಗೆ ಹೂವಿನ ವಿಶೇಷ ಅಲಂಕಾರ ಮಾಡಲಾಗಿತ್ತು. ಸುತ್ತಮುತ್ತಲಿನ ಗ್ರಾಮಗಳಿಂದ ಆಗಮಿಸಿದ ಭಕ್ತರು ಸರದಿ ಸಾಲಿನಲ್ಲಿ ನಿಂತು ದೇವರ ದರ್ಶನ ಪಡೆದರು. ಮಧ್ಯಾಹ್ನ ಭಕ್ತರಿಗೆ ಅನ್ನಸಂತರ್ಪಣೆ ಏರ್ಪಡಿಸಲಾಗಿತ್ತು. ಸಂಜೆ ಉತ್ಸವ ಮೂರ್ತಿಯ ಮೆರವಣಿಗೆ ನಡೆಯಿತು. ದೇವಾಲಯ ಸಮಿತಿ ಪದಾಧಿಕಾರಿಗಳು ಹಾಗೂ ಗ್ರಾಮಸ್ಥರು ಪಾಲ್ಗೊಂಡಿದ್ದರು. ಶ್ರಾವಣ ಮಾಸದ ಎಲ್ಲ ಶನಿವಾರಗಳಂದು ವಿಶೇಷ ಪೂಜೆ ನಡೆಸಲಾಗುತ್ತದೆ ಎಂದು ಅರ್ಚಕರು ತಿಳಿಸಿದರು. ಭಜನಾ ಮಂಡಳಿಯಿಂದ ಭಕ್ತಿಗೀತೆ ಗಾಯನ ನಡೆಯಿತು. ರಾತ್ರಿ 7 ಗಂಟೆಗೆ ಸ್ವಾಮಿಯ ಉತ್ಸವ ಮೂರ್ತಿಯ ಮೆರವಣಿಗೆ ಜರುಗಿತು.: [696, 1351, 896, 1480]
- ganapa-col-1: ● ಕೊಣನೂರು: ನೂರಾರು ಮಕ್ಕಳು ಸ್ವತಃ ಗಣಪತಿ ಮೂರ್ತಿ ತಯಾರಿಸುವ ವಿಶೇಷ ಮಾಡಿದ್ದು, ಪರಿಸರಸ್ನೇಹಿ ಮೂರ್ತಿ ತಯಾರಿ ಚಟುವಟಿಕೆಯನ್ನು ಕುತೂಹಲದಿಂದ ಮೆಚ್ಚುಗೆ ವ್ಯಕ್ತವಾಯಿತು. ಪಟ್ಟಣದ ಗಣಪತಿ ಪೆಂಡಾಲ್ ಸಮಿತಿ ಹಾಗೂ ಸ್ವಚ್ಛ ಸಮಾಜ ನಿರ್ಮಾಣ ಸಮಿತಿಯ ಸಂಯೋಜನೆಯಲ್ಲಿ ಏರ್ಪಡಿಸಲಾಗಿದ್ದ ಪರಿಸರಸ್ನೇಹಿ ಗಣಪತಿ ಮೂರ್ತಿ ತಯಾರಿಕೆ ಕಾರ್ಯಾಗಾರದಲ್ಲಿ ಪ್ರಾಥಮಿಕ ಮತ್ತು ಪ್ರೌಢಶಾಲಾ ವಿದ್ಯಾರ್ಥಿಗಳು ಪಾಲ್ಗೊಂಡಿದ್ದರು. ಜೇಡಿಮಣ್ಣಿನಿಂದ ಗಣಪತಿ ಮೂರ್ತಿಗಳನ್ನು ತಯಾರಿಸಿ ತಮ್ಮ ಪ್ರತಿಭೆ ಪ್ರದರ್ಶಿಸಿದರು. ಪ್ಲಾಸ್ಟರ್ ಆಫ್ ಪ್ಯಾರಿಸ್ ಮೂರ್ತಿಗಳಿಂದ ಜಲಮೂಲಗಳು ಮಲಿನವಾಗುತ್ತಿದ್ದು, ಪರಿಸರ ಸಂರಕ್ಷಣೆಯ ಅರಿವು ಮೂಡಿಸುವುದು ಕಾರ್ಯಾಗಾರದ ಉದ್ದೇಶವಾಗಿದೆ ಎಂದು ಆಯೋಜಕರು ತಿಳಿಸಿದರು. ಮಕ್ಕಳ ಕೈಯಲ್ಲಿ ಮೂಡಿದ ವೈವಿಧ್ಯಮಯ ಮೂರ್ತಿಗಳು ನೋಡುಗರ ಗಮನ ಸೆಳೆದವು. ತರಬೇತುದಾರರು ಮೂರ್ತಿ ರಚನೆಯ ವಿಧಾನವನ್ನು ಹಂತ ಹಂತವಾಗಿ ವಿವರಿಸಿದರು. ಪೋಷಕರು, ಶಿಕ್ಷಕರು ಹಾಗೂ ಸಾರ್ವಜನಿಕರು ಕಾರ್ಯಾಗಾರಕ್ಕೆ ಭೇಟಿ ನೀಡಿ ಮೆಚ್ಚುಗೆ ವ್ಯಕ್ತಪಡಿಸಿದರು. ಪ್ರತಿ ಮನೆಯಲ್ಲೂ ಮಣ್ಣಿನ ಗಣಪನನ್ನೇ ಪ್ರತಿಷ್ಠಾಪಿಸುವ ಸಂಕಲ್ಪ ಮಾಡಬೇಕು ಎಂದು ಮನವಿ ಮಾಡಿದರು.: [298, 529, 498, 730]
- column-rule: [686, 1000, 687, 1576]
- registration-marks: [1210, 1994, 1250, 2013]
- rajesh-body: ● ಕೊಣನೂರು: ಜೀವನದಲ್ಲಿ ಯಶಸ್ಸು ಸಾಧಿಸಲು ಕೇವಲ ಅಂಕಗಳು ಸಾಲದು, ಉತ್ತಮ ಸಂವಹನ ಕಲೆ ಹಾಗೂ ಕೌಶಲ್ಯಗಳು ಮುಖ್ಯ ಎಂದು ತರಬೇತುದಾರ ರಾಜೇಶ್.ಕೆ ಹೇಳಿದರು. ಪಟ್ಟಣದ ಸರ್ಕಾರಿ ಪ್ರಥಮ ದರ್ಜೆ ಕಾಲೇಜಿನಲ್ಲಿ ನಡೆದ ಸ್ಪರ್ಧಾತ್ಮಕ ಪರೀಕ್ಷೆಗಳ ಉಚಿತ ತರಬೇತಿ ಕಾರ್ಯಾಗಾರದಲ್ಲಿ ಮಾತನಾಡಿದ ಅವರು, ಇಂದಿನ ಸ್ಪರ್ಧಾತ್ಮಕ ಜಗತ್ತಿನಲ್ಲಿ ವಿದ್ಯಾರ್ಥಿಗಳು ಆತ್ಮವಿಶ್ವಾಸದಿಂದ ಮುನ್ನುಗ್ಗಬೇಕು. ಕೆಎಎಸ್, ಐಎಎಸ್, ಬ್ಯಾಂಕಿಂಗ್ ಸೇರಿದಂತೆ ವಿವಿಧ ಪರೀಕ್ಷೆಗಳಿಗೆ ಸಿದ್ಧತೆ ನಡೆಸುವ ಕುರಿತು ಮಾರ್ಗದರ್ಶನ ನೀಡಿದರು. ನಿರಂತರ ಓದು, ಸಮಯದ ಸದ್ಬಳಕೆ ಹಾಗೂ ಗುರಿಯೆಡೆಗಿನ ಏಕಾಗ್ರತೆ ಯಶಸ್ಸಿಗೆ ದಾರಿ ಎಂದು ಹೇಳಿದರು. ಪ್ರಾಂಶುಪಾಲರು ಅಧ್ಯಕ್ಷತೆ ವಹಿಸಿದ್ದರು. ಉಪನ್ಯಾಸಕರು ಹಾಗೂ ವಿದ್ಯಾರ್ಥಿಗಳು ಹಾಜರಿದ್ದರು. ಗ್ರಾಮೀಣ ಭಾಗದ ವಿದ್ಯಾರ್ಥಿಗಳು ಇಂತಹ ತರಬೇತಿಯ ಸದುಪಯೋಗ ಪಡೆದುಕೊಳ್ಳಬೇಕು. ಓದುವ ಹವ್ಯಾಸವನ್ನು ಬೆಳೆಸಿಕೊಳ್ಳಬೇಕು, ದಿನಪತ್ರಿಕೆಗಳನ್ನು ಪ್ರತಿದಿನ ಓದಬೇಕು. ಪ್ರಚಲಿತ ವಿದ್ಯಮಾನಗಳ ಬಗ್ಗೆ ತಿಳುವಳಿಕೆ ಹೊಂದಿರಬೇಕು. ಸೋಲುಗಳಿಗೆ ಹೆದರದೆ ಪ್ರಯತ್ನ ಮುಂದುವರಿಸಬೇಕು ಎಂದು ಕಿವಿಮಾತು ಹೇಳಿದರು. ಕಾರ್ಯಕ್ರಮದಲ್ಲಿ ನ್ಯಾಯವಾದಿ ರಾಜೇಶ್, ಅಧ್ಯಾಪಕ ವರ್ಗ ಹಾಗೂ ಆಸಕ್ತ ವಿದ್ಯಾರ್ಥಿಗಳು ಪಾಲ್ಗೊಂಡಿದ್ದರು.: [40, 1693, 240, 1882]
- kirusuddi-title: ಕಿರುಸುದ್ದಿ: [120, 112, 179, 136]
- belur-body: ಪಟ್ಟಣದ ರಾಮರಾಯರ ಬೀದಿಯ ಭಾರ್ಗವ ಅವರ ಮನೆಯಲ್ಲಿ ಮಂಗಳವಾರ ಗೌರಮ್ಮನನ್ನು ವಿಶಿಷ್ಟವಾಗಿ ಪ್ರತಿಷ್ಠಾಪಿಸಿ ಪೂಜಿಸಲಾಯಿತು. ಸಾಂಪ್ರದಾಯಿಕ ಅಲಂಕಾರದೊಂದಿಗೆ ಗೌರಮ್ಮನಿಗೆ ಉಯ್ಯಾಲೆ ಮೇಲೆ ವಿಶಿಷ್ಟವಾಗಿ ಸಜ್ಜುಗೊಳಿಸಲಾಗಿತ್ತು. ಮಹಿಳೆಯರು ಪೂಜೆ ಸಲ್ಲಿಸಿ ಬಾಗಿನ ಅರ್ಪಿಸಿ ತಮ್ಮ ಹರಕೆಗಳನ್ನು ತೀರಿಸಿ ತಾಯಿಗೆ ಆರತಿಯನ್ನು ಬೆಳಗಿದರು. ಈ ಸಂದರ್ಭದಲ್ಲಿ ಮಾತನಾಡಿದ ದೇಗುಲದ ಅರ್ಚಕ ಭಾರ್ಗವ ಸುಮಾರು 300 ವರ್ಷಗಳಿಂದ ನಮ್ಮ ಮನೆತನದವರು ಈ ಗೌರಮ್ಮನನ್ನು ಪ್ರತಿಷ್ಠಾಪಿಸಿ ವಿಸರ್ಜಿಸುತ್ತೇವೆ. ಉಯ್ಯಾಲೆ ಮೇಲೆ ಪ್ರತಿಷ್ಠಾಪಿಸುವುದು ಈ ಗೌರಮ್ಮ ವಿಶೇಷವಾಗಿದೆ. ತಾಲೂಕಿನ ಭಕ್ತಾದಿಗಳು ಹಾಗೂ ರಾಜ್ಯದ ಭಕ್ತರು ಇಲ್ಲಿಗೆ ಬಂದು ಬಾಗಿನ ನೀಡಿ ಪೂಜೆ ಸಲ್ಲಿಸುತ್ತಾರೆ. ವಿವಿಧ ಬಗೆಯ ಹರಕೆಗಳನ್ನು ತೀರಿಸುತ್ತಾರೆ. ಈ ಗೌರಿಯನ್ನು 5 ದಿನಗಳ ಕಾಲ ಪ್ರತಿಷ್ಠಾಪಿಸಿ ಮೊದಲಿಗೆ ನಡೆವಿಸರ್ಜಿಸಲಾಗುವುದು. ಇಲ್ಲಿ ವಿಶೇಷವೆಂದರೆ ಶ್ರೀ ಹಾಗೂ ಗೌರಿಯನ್ನು ವಿಸರ್ಜಿಸುವ ಮುನ್ನ ಗೌರಮ್ಮನ ಮಡಿಲಲ್ಲಿ ಮರುವರ್ಷದವರೆಗೆ ಗಣಪತಿ ವಿಗ್ರಹವನ್ನು ಇಟ್ಟು ಪೂಜಿಸಲಾಗುತ್ತದೆ. ಮಕ್ಕಳಿಲ್ಲದ ಮಹಿಳೆಯರು ಸಂತಾನ ಪ್ರಾಪ್ತಿಗಾಗಿ ಶ್ರೀ ಗೌರಿ ದೇವಿಗೆ ಸೇವೆಯನ್ನು ಇಟ್ಟು ಹರಕೆ, ನಮ್ಮ ಗಳನ್ನು ದೇವರಲ್ಲಿ ಬೇಡಿಕೊಳ್ಳುತ್ತಾರೆ.: [620, 141, 975, 246]
- gauri-body-cont-1: ● ಸಕಲೇಶಪುರ: ಗೌರಿ ಹಬ್ಬದ ಹಿನ್ನೆಲೆಯಲ್ಲಿ ಪಟ್ಟಣದ ಪುರಸಭೆ ಆವರಣದಲ್ಲಿ ಮಹಿಳಾ ಪೌರಕಾರ್ಮಿಕರಿಗೆ ಬಾಗಿನ ನೀಡಿ ಗೌರವಿಸಲಾಯಿತು. ಈ ಸಂದರ್ಭದಲ್ಲಿ ಶಾಸಕ ಸಿಮೆಂಟ್ ಮಂಜು ಮಾತನಾಡಿ, ಪೌರಕಾರ್ಮಿಕರು ಮಳೆ, ಗಾಳಿ, ಬಿಸಿಲು ಲೆಕ್ಕಿಸದೆ ನಗರದ ಸ್ವಚ್ಛತೆ ಕಾಪಾಡುತ್ತಾರೆ. ಅವರಿಗೆ ಹಬ್ಬದ ಸಂಭ್ರಮದಲ್ಲಿ ಬಾಗಿನ ನೀಡಿ ಗೌರವಿಸಿರುವುದು ಶ್ಲಾಘನೀಯ ಎಂದರು. ಪುರಸಭೆ ಅಧ್ಯಕ್ಷರು, ಉಪಾಧ್ಯಕ್ಷರು, ಸದಸ್ಯರು ಹಾಗೂ ಮುಖ್ಯಾಧಿಕಾರಿಗಳು ಉಪಸ್ಥಿತರಿದ್ದರು. ಸೀರೆ, ಬಳೆ, ಅರಿಶಿನ, ಕುಂಕುಮ ಸೇರಿದಂತೆ ಬಾಗಿನ ಸಾಮಗ್ರಿ ವಿತರಿಸಲಾಯಿತು. ಪೌರಕಾರ್ಮಿಕರ ಆರೋಗ್ಯ ತಪಾಸಣೆ, ಸುರಕ್ಷತಾ ಪರಿಕರಗಳ ವಿತರಣೆಗೆ ಆದ್ಯತೆ ನೀಡಲಾಗುವುದು ಎಂದು ಭರವಸೆ ನೀಡಿದರು. ಪುರಸಭೆ ಸಿಬ್ಬಂದಿ ಹಾಗೂ ಪೌರಕಾರ್ಮಿಕರು ಉಪಸ್ಥಿತರಿದ್ದರು. ಇದೇ ವೇಳೆ ಸಿಹಿ ವಿತರಣೆ ಮಾಡಲಾಯಿತು.: [888, 1863, 1090, 1980]
- divider: [290, 396, 1300, 397]
- rajesh-kicker: ಸ್ಪರ್ಧಾತ್ಮಕ ಪರೀಕ್ಷೆಗಳ ಉಚಿತ ತರಬೇತಿ ಕಾರ್ಯಾಗಾರದಲ್ಲಿ ರಾಜೇಶ್.ಕೆ ಹೇಳಿಕೆ: [40, 1602, 530, 1626]
- registration-marks: [480, 1994, 520, 2013]
